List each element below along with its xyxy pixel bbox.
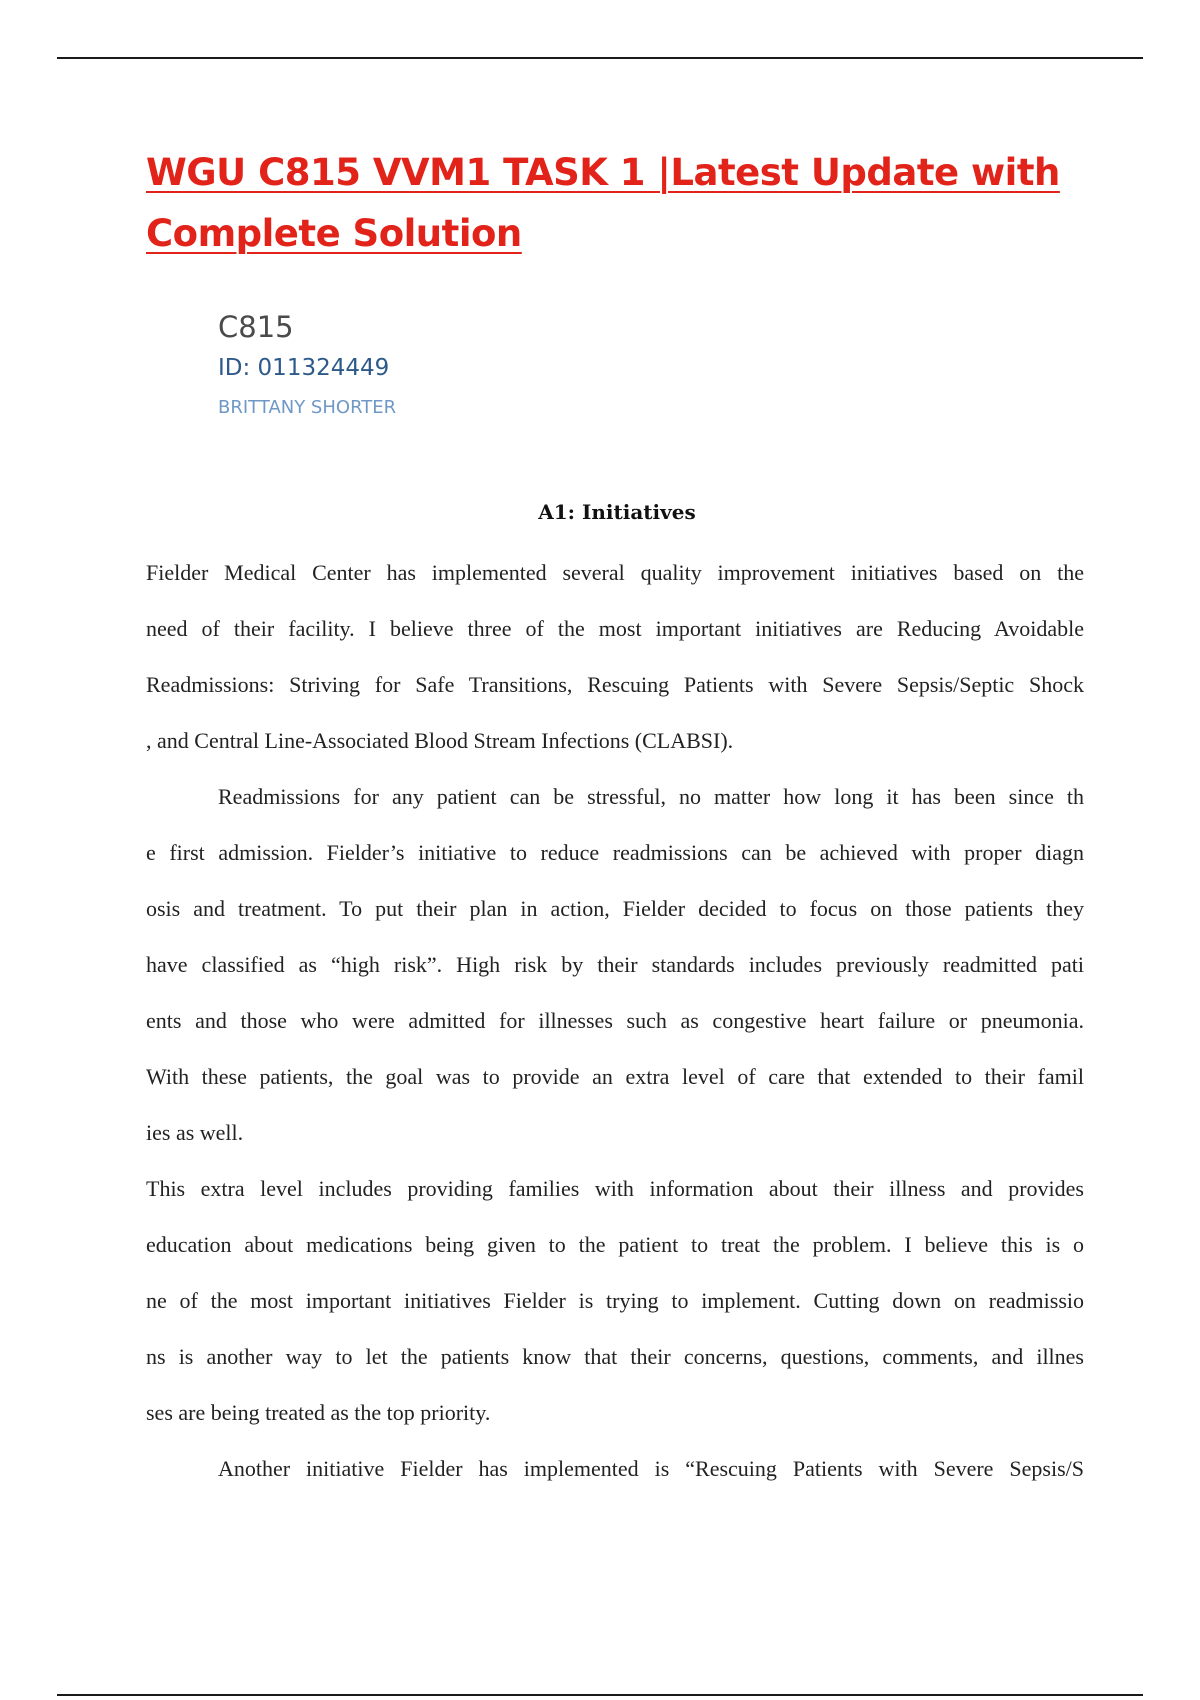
text-line: Another initiative Fielder has implemented is “Rescuing Patients with Severe Sepsis/S bbox=[218, 1456, 1084, 1481]
top-rule bbox=[57, 57, 1143, 59]
text-line: have classified as “high risk”. High risk by their standards includes previously readmitted pati bbox=[146, 952, 1084, 977]
body-text bbox=[146, 545, 1084, 1497]
text-line: ne of the most important initiatives Fielder is trying to implement. Cutting down on readmissio bbox=[146, 1288, 1084, 1313]
course-code: C815 bbox=[218, 310, 294, 344]
text-line: This extra level includes providing families with information about their illness and provides bbox=[146, 1176, 1084, 1201]
title-line-2: Complete Solution bbox=[146, 212, 522, 255]
text-line: ies as well. bbox=[146, 1120, 244, 1145]
section-heading: A1: Initiatives bbox=[538, 500, 696, 524]
text-line: osis and treatment. To put their plan in action, Fielder decided to focus on those patients they bbox=[146, 896, 1084, 921]
text-line: ents and those who were admitted for illnesses such as congestive heart failure or pneumonia. bbox=[146, 1008, 1084, 1033]
text-line: need of their facility. I believe three of the most important initiatives are Reducing Avoidable bbox=[146, 616, 1084, 641]
text-line: education about medications being given to the patient to treat the problem. I believe this is o bbox=[146, 1232, 1084, 1257]
text-line: e first admission. Fielder’s initiative to reduce readmissions can be achieved with proper diagn bbox=[146, 840, 1084, 865]
title-line-1: WGU C815 VVM1 TASK 1 |Latest Update with bbox=[146, 151, 1060, 194]
bottom-rule bbox=[57, 1694, 1143, 1696]
text-line: With these patients, the goal was to provide an extra level of care that extended to their famil bbox=[146, 1064, 1084, 1089]
text-line: Readmissions: Striving for Safe Transitions, Rescuing Patients with Severe Sepsis/Septic Shock bbox=[146, 672, 1084, 697]
student-name: BRITTANY SHORTER bbox=[218, 397, 397, 418]
document-title bbox=[146, 142, 1106, 264]
student-id: ID: 011324449 bbox=[218, 355, 390, 381]
text-line: Fielder Medical Center has implemented several quality improvement initiatives based on the bbox=[146, 560, 1084, 585]
text-line: , and Central Line-Associated Blood Stream Infections (CLABSI). bbox=[146, 728, 734, 753]
text-line: ses are being treated as the top priority. bbox=[146, 1400, 491, 1425]
text-line: Readmissions for any patient can be stressful, no matter how long it has been since th bbox=[218, 784, 1084, 809]
text-line: ns is another way to let the patients know that their concerns, questions, comments, and illnes bbox=[146, 1344, 1084, 1369]
